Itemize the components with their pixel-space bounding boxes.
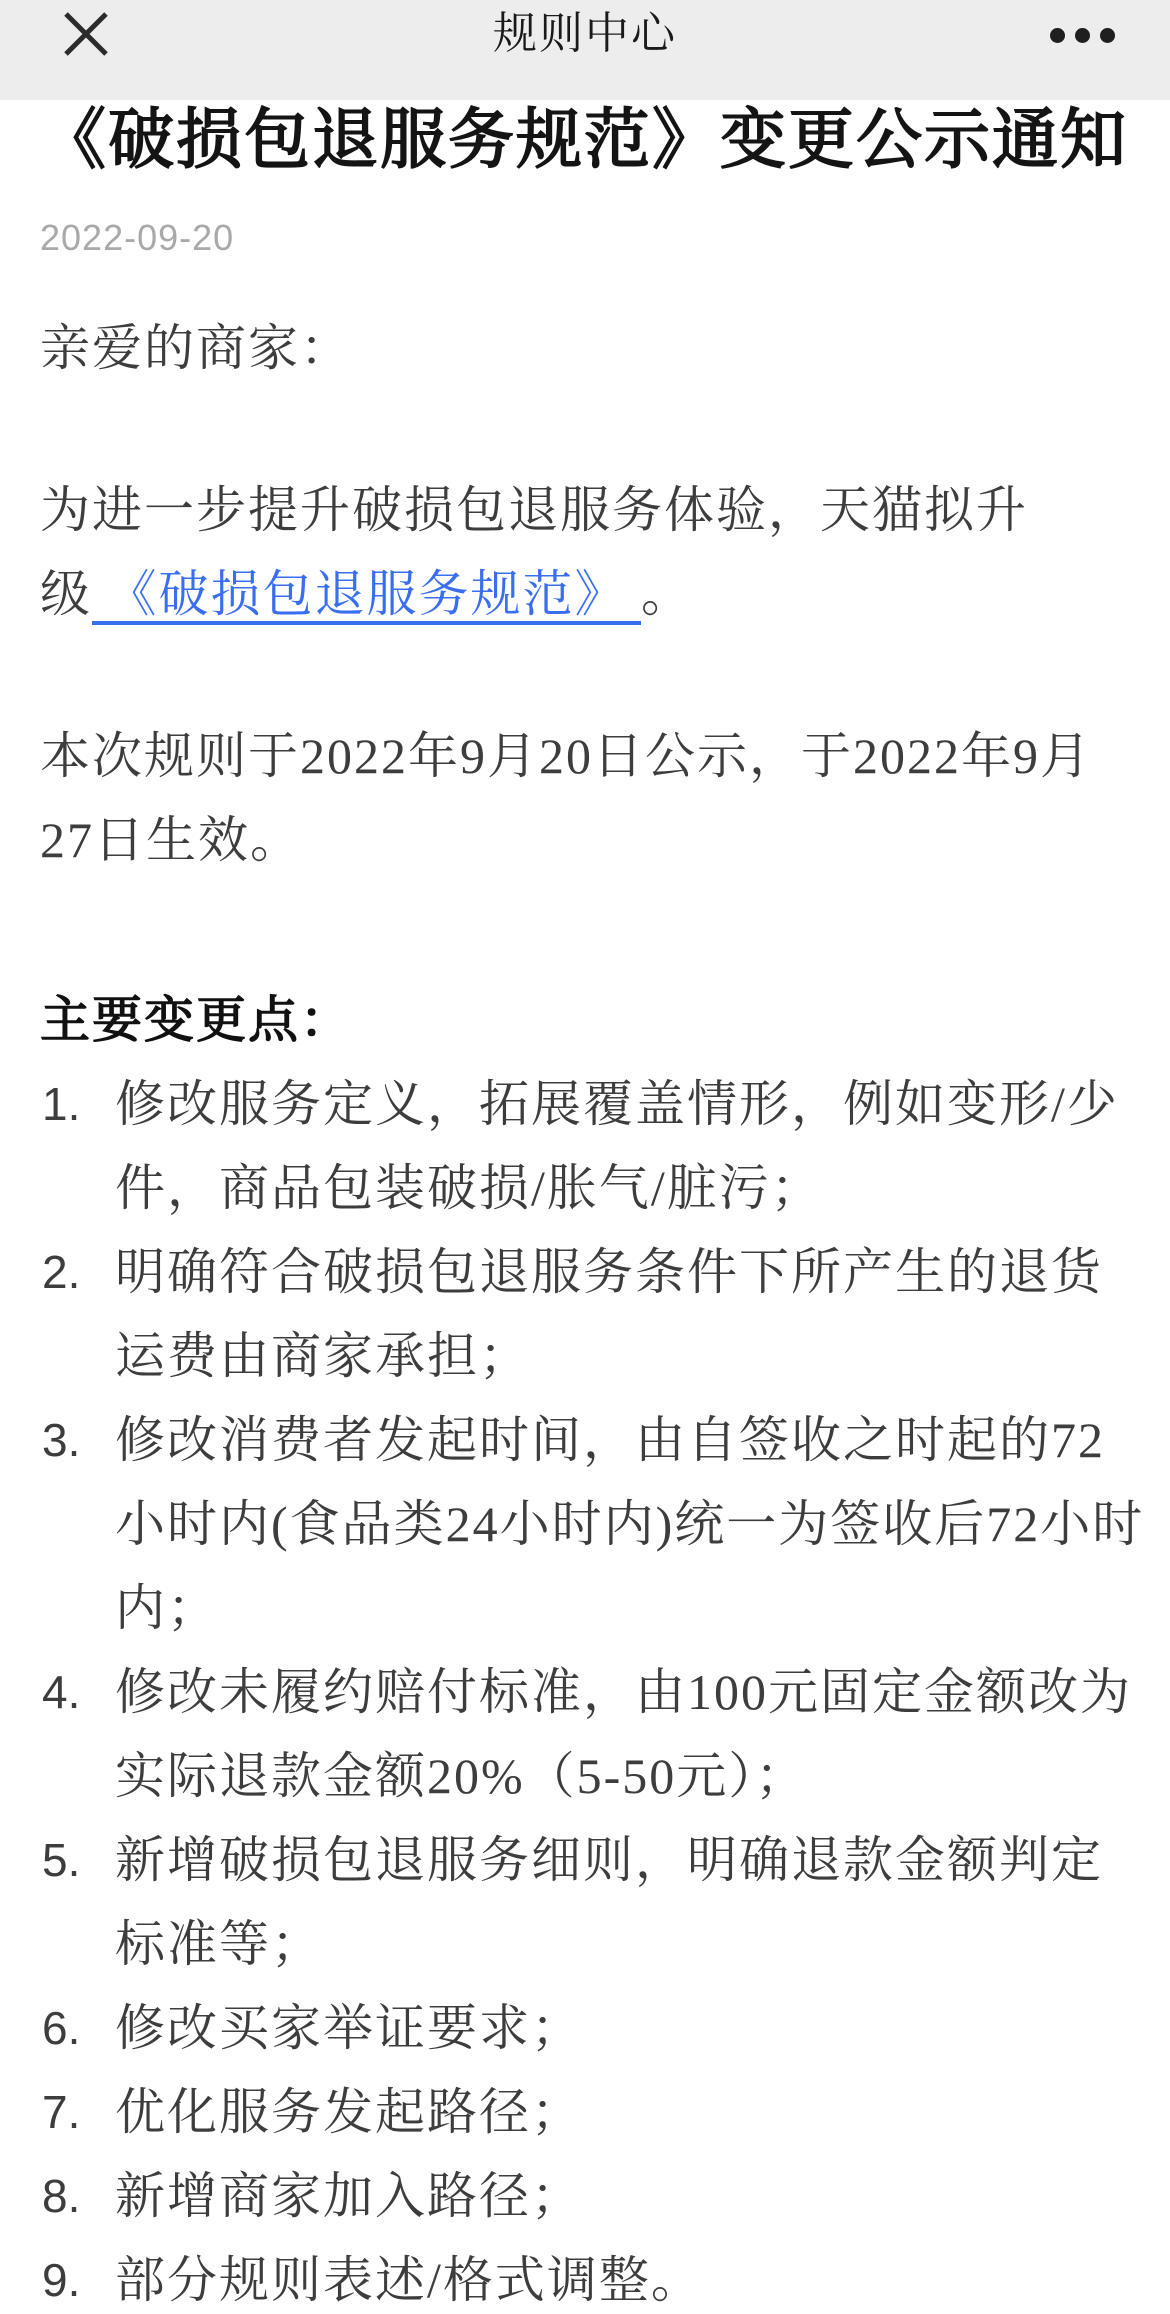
intro-paragraph	[40, 468, 1145, 636]
item-number: 4.	[42, 1666, 81, 1718]
item-number: 6.	[42, 2002, 81, 2054]
article-title: 《破损包退服务规范》变更公示通知	[40, 102, 1128, 176]
item-number: 1.	[42, 1078, 81, 1130]
publish-date: 2022-09-20	[40, 217, 235, 258]
titlebar	[0, 0, 1170, 100]
item-number: 2.	[42, 1246, 81, 1298]
intro-text: 为进一步提升破损包退服务体验，天猫拟升级	[40, 482, 1028, 622]
item-text: 新增破损包退服务细则，明确退款金额判定标准等；	[115, 1832, 1103, 1972]
more-icon[interactable]	[1050, 22, 1115, 48]
changes-heading: 主要变更点：	[40, 992, 352, 1048]
change-item-3	[40, 1398, 1145, 1650]
change-item-9	[40, 2238, 1145, 2314]
article	[0, 100, 1170, 2314]
item-number: 3.	[42, 1414, 81, 1466]
more-dot	[1100, 28, 1115, 43]
item-text: 新增商家加入路径；	[115, 2168, 583, 2224]
change-item-8	[40, 2154, 1145, 2238]
more-dot	[1075, 28, 1090, 43]
greeting: 亲爱的商家：	[40, 320, 352, 376]
more-dot	[1050, 28, 1065, 43]
change-item-6	[40, 1986, 1145, 2070]
change-item-2	[40, 1230, 1145, 1398]
change-item-1	[40, 1062, 1145, 1230]
item-number: 7.	[42, 2086, 81, 2138]
item-text: 优化服务发起路径；	[115, 2084, 583, 2140]
item-number: 8.	[42, 2170, 81, 2222]
item-number: 5.	[42, 1834, 81, 1886]
item-text: 修改消费者发起时间，由自签收之时起的72小时内(食品类24小时内)统一为签收后72小时内；	[115, 1412, 1145, 1636]
intro-period: 。	[641, 566, 693, 622]
changes-list	[40, 1062, 1145, 2314]
schedule-paragraph: 本次规则于2022年9月20日公示，于2022年9月27日生效。	[40, 728, 1092, 868]
item-text: 部分规则表述/格式调整。	[115, 2252, 703, 2308]
item-number: 9.	[42, 2254, 81, 2306]
item-text: 修改服务定义，拓展覆盖情形，例如变形/少件，商品包装破损/胀气/脏污；	[115, 1076, 1119, 1216]
item-text: 明确符合破损包退服务条件下所产生的退货运费由商家承担；	[115, 1244, 1103, 1384]
change-item-5	[40, 1818, 1145, 1986]
change-item-7	[40, 2070, 1145, 2154]
item-text: 修改买家举证要求；	[115, 2000, 583, 2056]
item-text: 修改未履约赔付标准，由100元固定金额改为实际退款金额20%（5-50元）；	[115, 1664, 1132, 1804]
page-title: 规则中心	[493, 9, 677, 58]
spec-link[interactable]: 《破损包退服务规范》	[92, 566, 641, 622]
change-item-4	[40, 1650, 1145, 1818]
